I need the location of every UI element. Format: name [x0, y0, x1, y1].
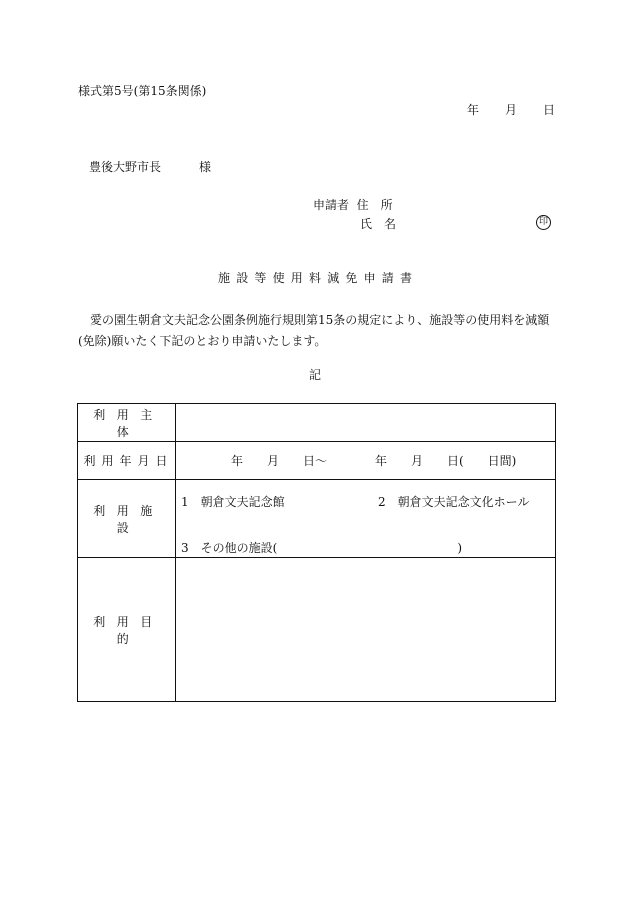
date-month: 月 — [505, 103, 518, 117]
table-row — [78, 558, 556, 702]
dates-text: 年 月 日～ 年 月 日( 日間) — [231, 454, 517, 468]
label-dates: 利用年月日 — [78, 442, 176, 480]
facility-option-3: 3 その他の施設( ) — [181, 541, 463, 555]
addressee-honorific: 様 — [199, 160, 212, 174]
table-row — [78, 404, 556, 442]
table-row — [78, 442, 556, 480]
addressee — [89, 161, 211, 173]
facility-option-1: 1 朝倉文夫記念館 — [181, 495, 285, 509]
document-title: 施設等使用料減免申請書 — [218, 271, 419, 285]
seal-mark: 印 — [536, 215, 551, 230]
address-label: 住 所 — [356, 198, 393, 212]
applicant-address — [313, 199, 393, 211]
facility-option-2: 2 朝倉文夫記念文化ホール — [378, 495, 530, 509]
body-paragraph: 愛の園生朝倉文夫記念公園条例施行規則第15条の規定により、施設等の使用料を減額(免除)願いたく下記のとおり申請いたします。 — [78, 313, 550, 348]
addressee-name: 豊後大野市長 — [89, 160, 162, 174]
date-year: 年 — [467, 103, 480, 117]
user-field[interactable] — [176, 404, 556, 442]
application-table — [77, 403, 556, 702]
dates-field[interactable] — [176, 442, 556, 480]
form-number: 様式第5号(第15条関係) — [78, 84, 207, 98]
date-line — [467, 104, 555, 116]
label-user: 利用主体 — [78, 404, 176, 442]
date-day: 日 — [543, 103, 556, 117]
label-purpose: 利用目的 — [78, 558, 176, 702]
purpose-field[interactable] — [176, 558, 556, 702]
applicant-name-label: 氏 名 — [360, 217, 397, 231]
ki-heading: 記 — [309, 368, 322, 382]
facility-field[interactable] — [176, 480, 556, 558]
applicant-label: 申請者 — [313, 198, 350, 212]
label-facility: 利用施設 — [78, 480, 176, 558]
table-row — [78, 480, 556, 558]
